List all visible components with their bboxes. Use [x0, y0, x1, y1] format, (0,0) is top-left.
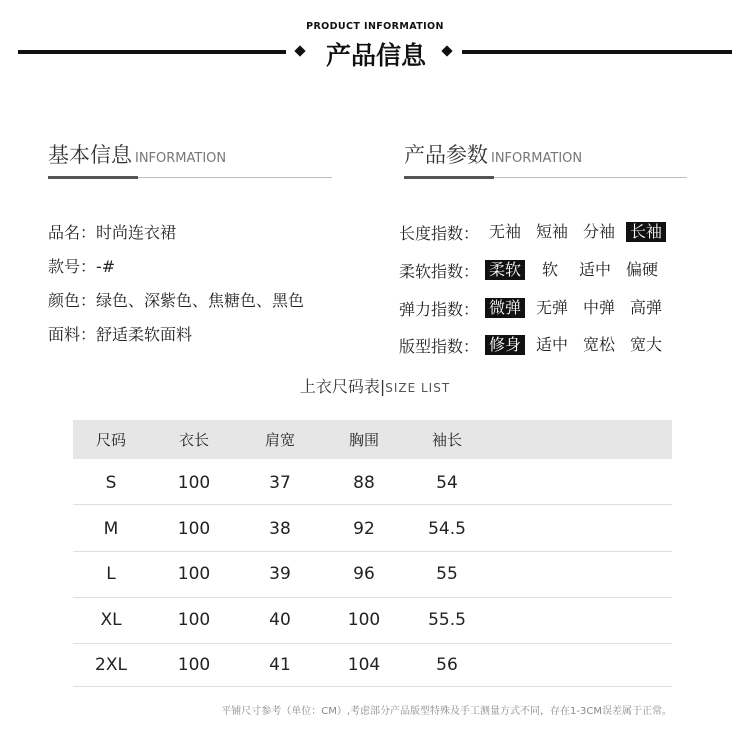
table-cell: 100 — [347, 610, 381, 630]
param-option: 高弹 — [630, 298, 663, 317]
table-cell: 100 — [177, 564, 211, 584]
basic-info-title-cn: 基本信息 — [48, 143, 132, 167]
basic-info-rule-accent — [48, 176, 138, 179]
basic-info-title — [48, 139, 226, 169]
param-label: 版型指数： — [399, 336, 480, 356]
table-cell: 104 — [347, 655, 381, 675]
table-cell: L — [106, 564, 116, 584]
table-cell: 88 — [353, 473, 375, 493]
info-fabric: 面料：舒适柔软面料 — [48, 325, 193, 344]
params-title-cn: 产品参数 — [404, 143, 488, 167]
col-header-chest: 胸围 — [348, 431, 379, 449]
table-cell: 39 — [269, 564, 291, 584]
info-style-number: 款号：-# — [48, 257, 116, 276]
table-cell: 100 — [177, 473, 211, 493]
table-cell: 55.5 — [428, 610, 466, 630]
table-cell: 100 — [177, 610, 211, 630]
param-row-length — [399, 221, 673, 243]
col-header-length: 衣长 — [178, 431, 209, 449]
param-row-fit — [399, 334, 673, 356]
table-cell: 100 — [177, 519, 211, 539]
param-row-softness — [399, 259, 669, 281]
size-list-title-cn: 上衣尺码表 — [299, 377, 380, 396]
header-rule-right — [462, 50, 732, 54]
row-divider — [73, 551, 672, 552]
param-option-selected: 修身 — [485, 335, 525, 355]
row-divider — [73, 504, 672, 505]
table-cell: 40 — [269, 610, 291, 630]
size-list-title — [0, 374, 750, 397]
table-cell: XL — [100, 610, 122, 630]
basic-info-title-en: INFORMATION — [135, 151, 227, 166]
param-option: 短袖 — [536, 222, 569, 241]
param-option: 软 — [542, 260, 559, 279]
header-rule-left — [18, 50, 286, 54]
param-label: 长度指数： — [399, 223, 480, 243]
param-option: 宽大 — [630, 335, 663, 354]
param-option: 中弹 — [583, 298, 616, 317]
table-cell: 96 — [353, 564, 375, 584]
table-cell: 56 — [436, 655, 458, 675]
param-option: 分袖 — [583, 222, 616, 241]
param-option-selected: 微弹 — [485, 298, 525, 318]
diamond-left-icon — [294, 45, 305, 56]
row-divider — [73, 597, 672, 598]
param-row-elasticity — [399, 297, 673, 319]
col-header-size: 尺码 — [95, 431, 126, 449]
info-product-name: 品名：时尚连衣裙 — [48, 223, 177, 242]
table-cell: 92 — [353, 519, 375, 539]
measurement-note: 平铺尺寸参考（单位：CM）,考虑部分产品版型特殊及手工测量方式不同，存在1-3CM误差属于正常。 — [221, 706, 672, 717]
param-option-selected: 柔软 — [485, 260, 525, 280]
params-rule-accent — [404, 176, 494, 179]
info-colors: 颜色：绿色、深紫色、焦糖色、黑色 — [48, 291, 305, 310]
param-option: 无弹 — [536, 298, 569, 317]
param-label: 弹力指数： — [399, 299, 480, 319]
param-option: 适中 — [536, 335, 569, 354]
param-option: 适中 — [579, 260, 612, 279]
param-label: 柔软指数： — [399, 261, 480, 281]
param-option-selected: 长袖 — [626, 222, 666, 242]
table-cell: 54 — [436, 473, 458, 493]
size-list-title-en: SIZE LIST — [385, 381, 451, 395]
header-en-title: PRODUCT INFORMATION — [306, 21, 444, 32]
diamond-right-icon — [441, 45, 452, 56]
param-option: 宽松 — [583, 335, 616, 354]
table-cell: S — [105, 473, 117, 493]
col-header-sleeve: 袖长 — [431, 431, 462, 449]
table-cell: 2XL — [95, 655, 127, 675]
table-cell: 37 — [269, 473, 291, 493]
size-list-separator: | — [379, 377, 386, 396]
param-option: 无袖 — [489, 222, 522, 241]
col-header-shoulder: 肩宽 — [264, 431, 295, 449]
table-cell: 55 — [436, 564, 458, 584]
table-cell: 38 — [269, 519, 291, 539]
row-divider — [73, 686, 672, 687]
row-divider — [73, 643, 672, 644]
param-option: 偏硬 — [626, 260, 659, 279]
params-title-en: INFORMATION — [491, 151, 583, 166]
params-title — [404, 139, 582, 169]
header-cn-title: 产品信息 — [325, 41, 426, 70]
table-cell: M — [103, 519, 119, 539]
table-cell: 100 — [177, 655, 211, 675]
table-cell: 41 — [269, 655, 291, 675]
table-cell: 54.5 — [428, 519, 466, 539]
